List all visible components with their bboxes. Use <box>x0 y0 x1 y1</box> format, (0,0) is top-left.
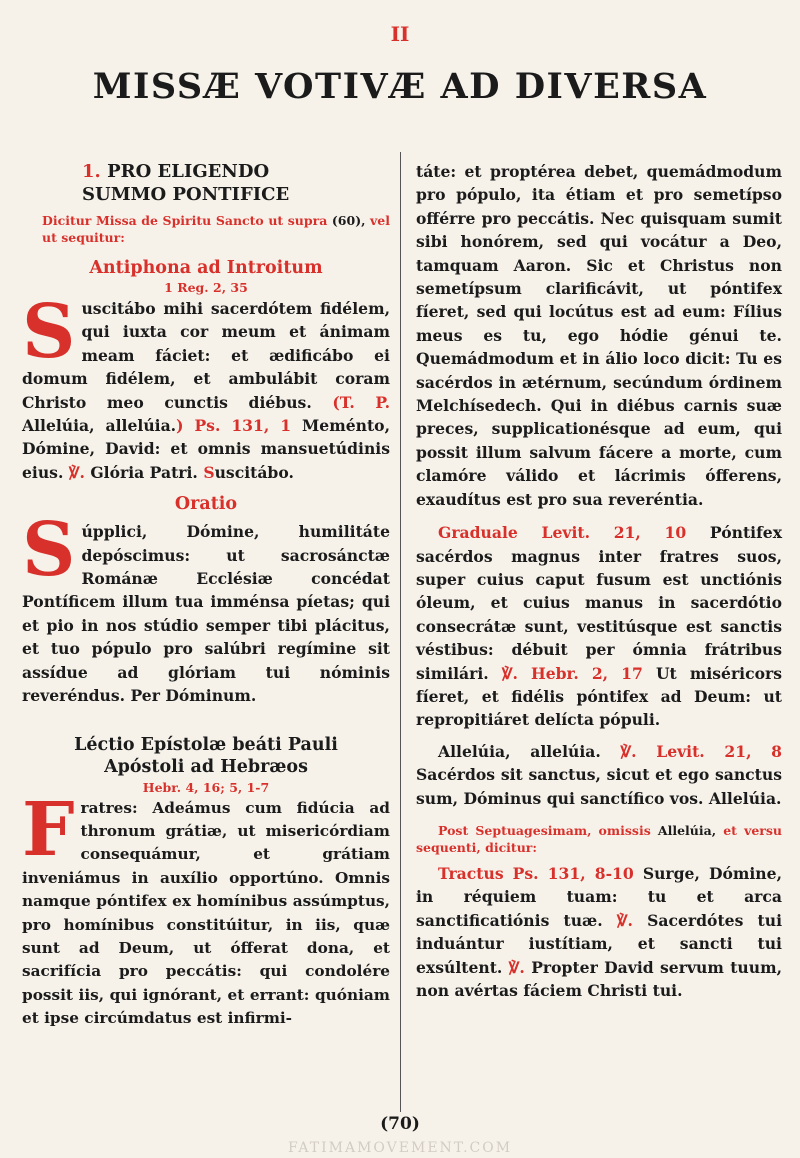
introit-text-1: uscitábo mihi sacerdótem fidélem, qui iuxta cor meum et ánimam meam fáciet: et ædificábo ei domum fidélem, et ambulábit coram Christo meo cunctis diébus. <box>22 299 390 412</box>
versicle-icon: ℣. <box>68 462 85 482</box>
tract-text <box>416 862 782 1002</box>
paschal-alleluia: Allelúia, allelúia. <box>22 416 177 436</box>
watermark: FATIMAMOVEMENT.COM <box>287 1140 513 1156</box>
alleluia-opening: Allelúia, allelúia. <box>438 741 601 761</box>
page-number: (70) <box>380 1114 420 1134</box>
psalm-reference: Ps. 131, 1 <box>183 416 292 436</box>
mass-title-line2: SUMMO PONTIFICE <box>82 184 290 205</box>
column-divider <box>400 152 401 1112</box>
tract-body-3: Propter David servum tuum, non avértas fáciem Christi tui. <box>416 957 783 1000</box>
mass-heading <box>22 160 390 206</box>
right-column <box>416 160 782 1002</box>
gradual-reference: Hebr. 2, 17 <box>517 663 643 683</box>
gradual-body-2: Ut miséricors fíeret, et fidélis póntifex ad Deum: ut repropitiáret delícta pópuli. <box>416 663 782 730</box>
rubric-red-1: Dicitur Missa de Spiritu Sancto ut supra <box>42 213 328 228</box>
lesson-body: ratres: Adeámus cum fidúcia ad thronum grátiæ, ut misericórdiam consequámur, et grátiam inveniámus in auxílio opportúno. Omnis namque póntifex ex homínibus assúmptus, pro homínibus constitúitur, in iis, quæ sunt ad Deum, ut ófferat dona, et sacrifícia pro peccátis: qui condolére possit iis, qui ignórant, et errant: quóniam et ipse circúmdatus est infirmi- <box>22 798 390 1028</box>
tract-versicle-icon-2: ℣. <box>508 957 525 977</box>
tract-label: Tractus Ps. 131, 8-10 <box>438 863 634 883</box>
oratio-heading: Oratio <box>174 494 238 515</box>
gradual-versicle-icon: ℣. <box>501 663 518 683</box>
tract-versicle-icon-1: ℣. <box>616 910 633 930</box>
lesson-heading-2: Apóstoli ad Hebræos <box>104 756 308 777</box>
tract-body-1: Surge, Dómine, in réquiem tuam: tu et arca sanctificatiónis tuæ. <box>416 863 782 930</box>
rubric2-black: Allelúia, <box>650 822 717 838</box>
alleluia-reference: Levit. 21, 8 <box>636 741 782 761</box>
mass-number: 1. <box>82 161 101 182</box>
introit-text <box>22 289 391 484</box>
introit-repeat: uscitábo. <box>214 462 294 482</box>
lesson-continuation: táte: et proptérea debet, quemádmodum pro pópulo, ita étiam et pro semetípso offérre pro peccátis. Nec quisquam sumit sibi honórem, sed qui vocátur a Deo, tamquam Aaron. Sic et Christus non semetípsum clarificávit, ut póntifex fíeret, sed qui locútus est ad eum: Fílius meus es tu, ego hódie génui te. Quemádmodum et in álio loco dicit: Tu es sacérdos in ætérnum, secúndum órdinem Melchísedech. Qui in diébus carnis suæ preces, supplicationésque ad eum, qui possit illum salvum fácere a morte, cum clamóre válido et lácrimis ófferens, exaudítus est pro sua reveréntia. <box>416 162 782 509</box>
rubric2-red-2: et versu sequenti, dicitur: <box>416 822 782 855</box>
rubric-red-2: vel ut sequitur: <box>42 213 390 245</box>
lesson-reference: Hebr. 4, 16; 5, 1-7 <box>142 779 270 795</box>
paschal-close: ) <box>176 416 184 436</box>
rubric-intro <box>22 212 390 246</box>
introit-text-3: Glória Patri. <box>84 462 198 482</box>
rubric2-red-1: Post Septuagesimam, omissis <box>438 822 651 838</box>
page-title: MISSÆ VOTIVÆ AD DIVERSA <box>92 66 708 107</box>
paschal-time-marker: (T. P. <box>332 392 390 412</box>
oratio-dropcap: S <box>22 507 76 594</box>
alleluia-text <box>416 740 782 810</box>
lesson-dropcap: F <box>22 786 75 873</box>
alleluia-versicle-icon: ℣. <box>620 741 637 761</box>
gradual-text <box>416 521 782 732</box>
mass-title-text1: PRO ELIGENDO <box>107 161 270 182</box>
introit-text-2: Meménto, Dómine, David: et omnis mansuetúdinis eius. <box>22 416 391 482</box>
introit-heading: Antiphona ad Introitum <box>89 258 323 278</box>
gradual-label: Graduale Levit. 21, 10 <box>438 523 687 543</box>
oratio-body: úpplici, Dómine, humilitáte depóscimus: ut sacrosánctæ Románæ Ecclésiæ concédat Pontíficem illum tua imménsa píetas; qui et pio in nos stúdio semper tibi plácitus, et tuo pópulo pro salúbri regímine sit assídue ad glóriam tui nóminis reveréndus. Per Dóminum. <box>22 522 390 706</box>
mass-title-line1 <box>82 160 390 183</box>
introit-repeat-initial: S <box>203 462 215 482</box>
tract-body-2: Sacerdótes tui induántur iustítiam, et sancti tui exsúltent. <box>416 910 782 977</box>
section-roman-numeral: II <box>390 22 410 46</box>
gradual-body-1: Póntifex sacérdos magnus inter fratres suos, super cuius caput fusum est unctiónis óleum, et cuius manus in sacerdótio consecrátæ sunt, vestitúsque est sanctis véstibus: débuit per ómnia frátribus similári. <box>416 523 782 683</box>
oratio-text <box>22 507 390 707</box>
lesson-heading-1: Léctio Epístolæ beáti Pauli <box>74 734 338 755</box>
introit-dropcap: S <box>22 289 76 375</box>
left-column <box>22 160 390 1031</box>
rubric-septuagesima <box>416 822 782 856</box>
rubric-black: (60), <box>331 213 366 228</box>
introit-reference: 1 Reg. 2, 35 <box>164 280 248 295</box>
alleluia-body: Sacérdos sit sanctus, sicut et ego sanctus sum, Dóminus qui sanctífico vos. Allelúia. <box>416 765 782 808</box>
